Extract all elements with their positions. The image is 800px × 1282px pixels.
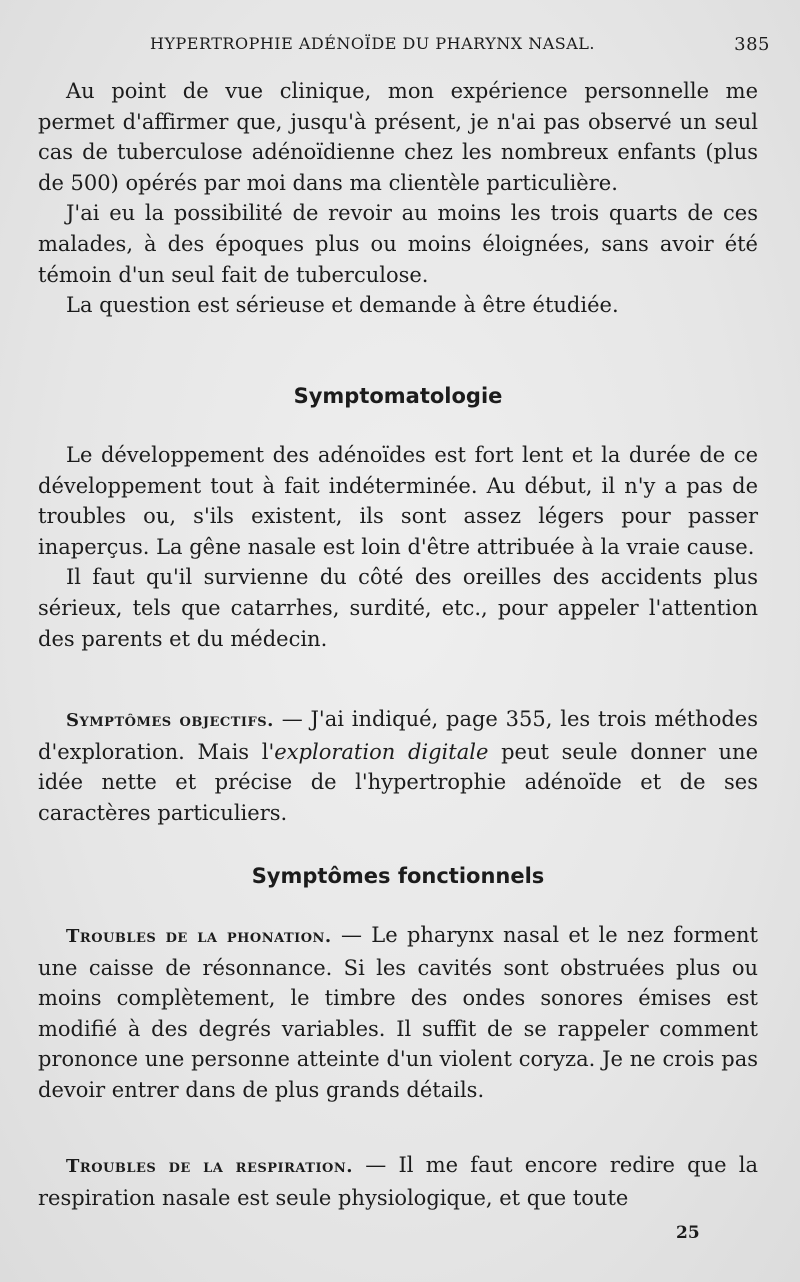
paragraph-troubles-phonation [38, 920, 758, 1106]
paragraph-troubles-respiration [38, 1150, 758, 1213]
run-in-heading: Symptômes objectifs. [66, 710, 274, 731]
run-in-heading: Troubles de la phonation. [66, 926, 332, 947]
paragraph: Le développement des adénoïdes est fort lent et la durée de ce développement tout à fait indéterminée. Au début, il n'y a pas de troubles ou, s'ils existent, ils sont assez légers pour passer inaperçus. La gêne nasale est loin d'être attribuée à la vraie cause. [38, 443, 758, 559]
text-run: — Il me faut encore redire que la respiration nasale est seule physiologique, et que toute [38, 1153, 759, 1210]
signature-mark: 25 [676, 1223, 700, 1243]
section-heading-symptomatologie: Symptomatologie [293, 384, 503, 408]
section-heading-symptomes-fonctionnels: Symptômes fonctionnels [251, 864, 545, 888]
symptomatologie-block [38, 440, 758, 654]
paragraph: Il faut qu'il survienne du côté des oreilles des accidents plus sérieux, tels que catarrhes, surdité, etc., pour appeler l'attention des parents et du médecin. [38, 565, 758, 651]
intro-block [38, 76, 758, 321]
run-in-heading: Troubles de la respiration. [66, 1156, 354, 1177]
text-run: peut seule donner une idée nette et précise de l'hypertrophie adénoïde et de ses caractères particuliers. [38, 739, 758, 825]
paragraph: Au point de vue clinique, mon expérience personnelle me permet d'affirmer que, jusqu'à présent, je n'ai pas observé un seul cas de tuberculose adénoïdienne chez les nombreux enfants (plus de 500) opérés par moi dans ma clientèle particulière. [38, 79, 758, 195]
running-title: HYPERTROPHIE ADÉNOÏDE DU PHARYNX NASAL. [150, 34, 596, 53]
paragraph: La question est sérieuse et demande à être étudiée. [66, 293, 619, 318]
paragraph: J'ai eu la possibilité de revoir au moins les trois quarts de ces malades, à des époques plus ou moins éloignées, sans avoir été témoin d'un seul fait de tuberculose. [38, 201, 758, 287]
running-header [150, 34, 770, 60]
paragraph-symptomes-objectifs [38, 704, 758, 828]
text-run: — J'ai indiqué, page 355, les trois méthodes d'exploration. Mais l' [38, 707, 758, 764]
objectifs-block [38, 704, 758, 828]
italic-text: exploration digitale [274, 739, 489, 764]
page-number: 385 [734, 34, 770, 55]
respiration-block [38, 1150, 758, 1213]
phonation-block [38, 920, 758, 1106]
text-run: — Le pharynx nasal et le nez forment une caisse de résonnance. Si les cavités sont obstruées plus ou moins complètement, le timbre des ondes sonores émises est modifié à des degrés variables. Il suffit de se rappeler comment prononce une personne atteinte d'un violent coryza. Je ne crois pas devoir entrer dans de plus grands détails. [38, 923, 758, 1102]
